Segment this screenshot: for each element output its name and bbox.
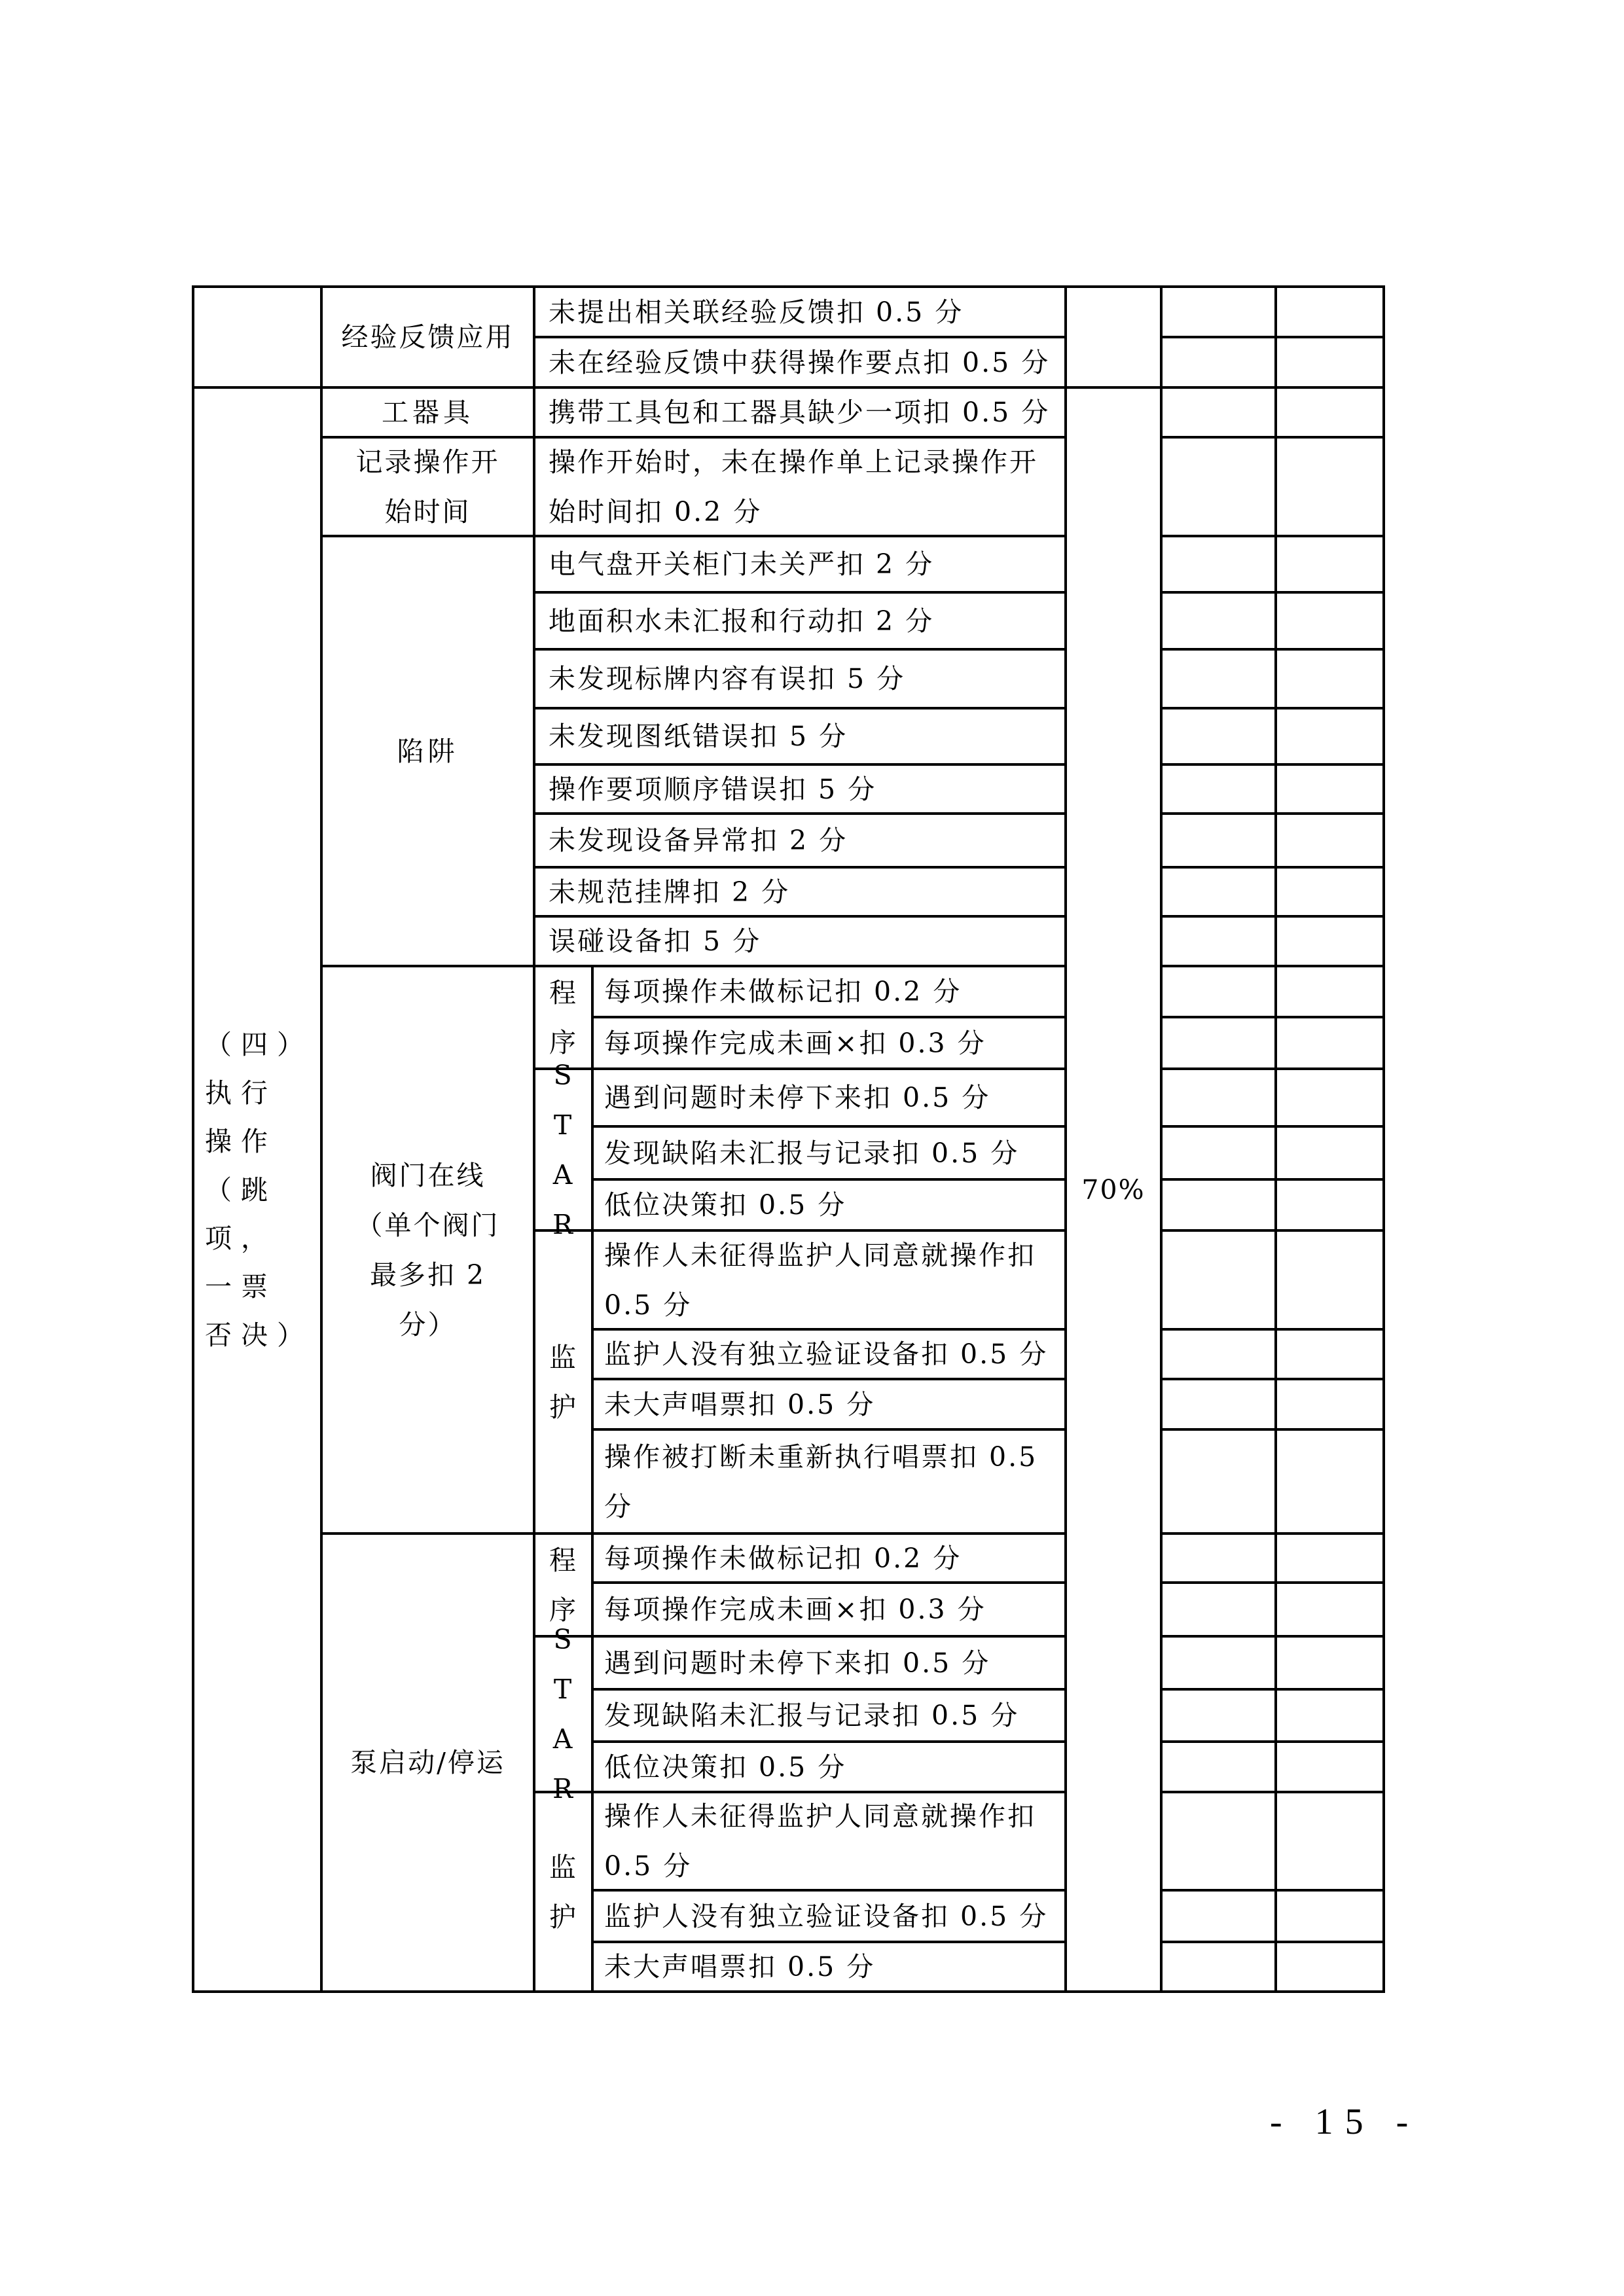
criteria-cell: [533, 535, 1067, 594]
criteria-cell-text: 携带工具包和工器具缺少一项扣 0.5 分: [549, 397, 1051, 428]
criteria-cell: [533, 285, 1067, 338]
score-cell: [1160, 915, 1277, 967]
criteria-cell-text: 未大声唱票扣 0.5 分: [604, 1951, 876, 1982]
remark-cell: [1274, 591, 1385, 651]
score-cell: [1160, 1178, 1277, 1232]
item-experience-feedback-text: 经验反馈应用: [341, 321, 514, 353]
remark-cell: [1274, 1889, 1385, 1943]
criteria-cell: [591, 1791, 1067, 1892]
group-procedure-text: 程序: [549, 1544, 577, 1626]
score-cell: [1160, 1532, 1277, 1584]
criteria-cell-text: 未发现图纸错误扣 5 分: [549, 721, 848, 752]
group-supervision: [533, 1229, 594, 1535]
criteria-cell: [533, 866, 1067, 918]
weight-70-percent: [1064, 386, 1163, 1993]
category-cell-empty: [192, 285, 323, 389]
score-cell: [1160, 866, 1277, 918]
remark-cell: [1274, 1067, 1385, 1128]
item-trap-text: 陷阱: [397, 735, 459, 767]
score-cell: [1160, 1889, 1277, 1943]
score-cell: [1160, 336, 1277, 389]
remark-cell: [1274, 1740, 1385, 1793]
criteria-cell-text: 操作开始时，未在操作单上记录操作开始时间扣 0.2 分: [549, 446, 1038, 528]
remark-cell: [1274, 1428, 1385, 1535]
remark-cell: [1274, 436, 1385, 537]
item-tools-text: 工器具: [382, 397, 474, 428]
group-star-text: STAR: [552, 1059, 574, 1240]
criteria-cell-text: 每项操作完成未画×扣 0.3 分: [604, 1027, 986, 1059]
criteria-cell: [533, 648, 1067, 709]
remark-cell: [1274, 535, 1385, 594]
criteria-cell-text: 未大声唱票扣 0.5 分: [604, 1388, 876, 1420]
score-cell: [1160, 1378, 1277, 1431]
score-cell: [1160, 591, 1277, 651]
criteria-cell: [591, 1688, 1067, 1743]
item-pump-start-stop-text: 泵启动/停运: [350, 1747, 505, 1778]
remark-cell: [1274, 812, 1385, 869]
score-cell: [1160, 1635, 1277, 1691]
remark-cell: [1274, 707, 1385, 766]
remark-cell: [1274, 285, 1385, 338]
score-cell: [1160, 1740, 1277, 1793]
remark-cell: [1274, 648, 1385, 709]
remark-cell: [1274, 915, 1385, 967]
criteria-cell-text: 操作被打断未重新执行唱票扣 0.5 分: [604, 1441, 1038, 1522]
remark-cell: [1274, 1791, 1385, 1892]
remark-cell: [1274, 866, 1385, 918]
criteria-cell: [591, 965, 1067, 1018]
criteria-cell: [533, 915, 1067, 967]
score-cell: [1160, 965, 1277, 1018]
criteria-cell: [533, 763, 1067, 815]
criteria-cell-text: 遇到问题时未停下来扣 0.5 分: [604, 1082, 991, 1113]
score-cell: [1160, 707, 1277, 766]
remark-cell: [1274, 1581, 1385, 1638]
item-valve-online-text: 阀门在线（单个阀门最多扣 2 分）: [355, 1159, 500, 1340]
remark-cell: [1274, 1125, 1385, 1181]
score-cell: [1160, 1067, 1277, 1128]
criteria-cell: [533, 591, 1067, 651]
group-supervision-text: 监护: [549, 1341, 577, 1423]
score-cell: [1160, 1328, 1277, 1380]
criteria-cell: [533, 812, 1067, 869]
criteria-cell: [591, 1378, 1067, 1431]
criteria-cell-text: 未提出相关联经验反馈扣 0.5 分: [549, 296, 964, 328]
item-trap: [320, 535, 535, 967]
criteria-cell: [533, 336, 1067, 389]
weight-cell: [1064, 285, 1163, 389]
criteria-cell: [591, 1178, 1067, 1232]
remark-cell: [1274, 1688, 1385, 1743]
weight-70-percent-text: 70%: [1081, 1174, 1146, 1206]
criteria-cell-text: 低位决策扣 0.5 分: [604, 1189, 847, 1221]
criteria-cell-text: 未在经验反馈中获得操作要点扣 0.5 分: [549, 346, 1051, 378]
criteria-cell: [533, 436, 1067, 537]
criteria-cell: [591, 1067, 1067, 1128]
criteria-cell: [591, 1125, 1067, 1181]
score-cell: [1160, 1016, 1277, 1070]
criteria-cell-text: 每项操作未做标记扣 0.2 分: [604, 1542, 962, 1574]
remark-cell: [1274, 965, 1385, 1018]
criteria-cell: [591, 1016, 1067, 1070]
category-execute-operation: [192, 386, 323, 1993]
group-star: [533, 1059, 594, 1240]
item-tools: [320, 386, 535, 439]
criteria-cell-text: 操作人未征得监护人同意就操作扣 0.5 分: [604, 1801, 1036, 1882]
remark-cell: [1274, 1378, 1385, 1431]
group-star-text: STAR: [552, 1624, 574, 1804]
criteria-cell-text: 监护人没有独立验证设备扣 0.5 分: [604, 1900, 1049, 1932]
criteria-cell: [591, 1532, 1067, 1584]
group-supervision-text: 监护: [549, 1851, 577, 1933]
remark-cell: [1274, 1328, 1385, 1380]
criteria-cell-text: 低位决策扣 0.5 分: [604, 1751, 847, 1783]
remark-cell: [1274, 1016, 1385, 1070]
score-cell: [1160, 1125, 1277, 1181]
criteria-cell-text: 遇到问题时未停下来扣 0.5 分: [604, 1647, 991, 1679]
score-cell: [1160, 1229, 1277, 1331]
remark-cell: [1274, 1635, 1385, 1691]
score-cell: [1160, 436, 1277, 537]
criteria-cell-text: 操作人未征得监护人同意就操作扣 0.5 分: [604, 1239, 1036, 1321]
score-cell: [1160, 1688, 1277, 1743]
remark-cell: [1274, 336, 1385, 389]
score-cell: [1160, 1428, 1277, 1535]
score-cell: [1160, 285, 1277, 338]
remark-cell: [1274, 1229, 1385, 1331]
item-record-start-time-text: 记录操作开始时间: [355, 446, 500, 528]
remark-cell: [1274, 763, 1385, 815]
score-cell: [1160, 1941, 1277, 1993]
criteria-cell: [591, 1428, 1067, 1535]
criteria-cell-text: 每项操作完成未画×扣 0.3 分: [604, 1594, 986, 1625]
criteria-cell-text: 操作要项顺序错误扣 5 分: [549, 773, 877, 805]
criteria-cell: [533, 707, 1067, 766]
criteria-cell-text: 发现缺陷未汇报与记录扣 0.5 分: [604, 1700, 1020, 1731]
criteria-cell-text: 监护人没有独立验证设备扣 0.5 分: [604, 1338, 1049, 1370]
category-execute-operation-text: （四）执行操作（跳项，一票否决）: [205, 1028, 313, 1351]
criteria-cell: [591, 1941, 1067, 1993]
item-experience-feedback: [320, 285, 535, 389]
group-procedure-text: 程序: [549, 977, 577, 1058]
group-star: [533, 1624, 594, 1804]
remark-cell: [1274, 1532, 1385, 1584]
criteria-cell-text: 未发现标牌内容有误扣 5 分: [549, 663, 906, 694]
score-cell: [1160, 386, 1277, 439]
score-cell: [1160, 1581, 1277, 1638]
criteria-cell-text: 地面积水未汇报和行动扣 2 分: [549, 605, 935, 637]
remark-cell: [1274, 1941, 1385, 1993]
score-cell: [1160, 1791, 1277, 1892]
remark-cell: [1274, 1178, 1385, 1232]
criteria-cell-text: 误碰设备扣 5 分: [549, 925, 762, 957]
criteria-cell-text: 未发现设备异常扣 2 分: [549, 825, 848, 856]
item-pump-start-stop: [320, 1532, 535, 1993]
page-number: - 15 -: [1270, 2102, 1420, 2142]
criteria-cell: [533, 386, 1067, 439]
item-valve-online: [320, 965, 535, 1535]
criteria-cell-text: 发现缺陷未汇报与记录扣 0.5 分: [604, 1137, 1020, 1169]
score-cell: [1160, 812, 1277, 869]
criteria-cell: [591, 1581, 1067, 1638]
criteria-cell-text: 未规范挂牌扣 2 分: [549, 876, 791, 908]
score-cell: [1160, 648, 1277, 709]
criteria-cell: [591, 1229, 1067, 1331]
score-cell: [1160, 763, 1277, 815]
remark-cell: [1274, 386, 1385, 439]
criteria-cell-text: 每项操作未做标记扣 0.2 分: [604, 976, 962, 1007]
criteria-cell-text: 电气盘开关柜门未关严扣 2 分: [549, 548, 935, 580]
score-cell: [1160, 535, 1277, 594]
criteria-cell: [591, 1740, 1067, 1793]
criteria-cell: [591, 1635, 1067, 1691]
criteria-cell: [591, 1328, 1067, 1380]
group-supervision: [533, 1791, 594, 1993]
item-record-start-time: [320, 436, 535, 537]
criteria-cell: [591, 1889, 1067, 1943]
